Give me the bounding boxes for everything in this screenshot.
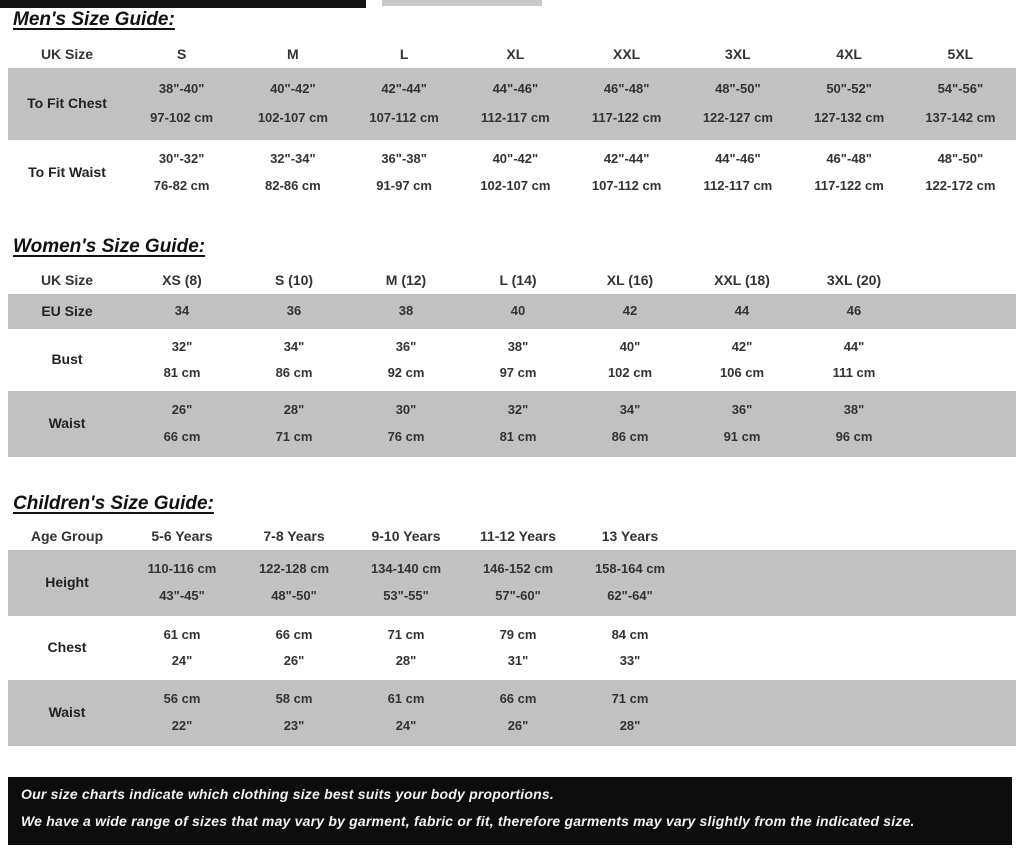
table-cell	[460, 68, 571, 140]
waist-cm: 122-172 cm	[925, 178, 996, 194]
waist-cm: 58 cm	[275, 691, 313, 707]
size-column-header: 3XL (20)	[826, 272, 882, 289]
table-cell	[350, 616, 462, 680]
chest-cm: 66 cm	[275, 626, 313, 642]
size-column-header: XS (8)	[162, 272, 202, 289]
bust-cm: 111 cm	[832, 364, 876, 380]
size-column-header: S	[176, 46, 187, 63]
table-cell	[686, 329, 798, 391]
waist-inches: 36"-38"	[381, 151, 427, 167]
chest-cm: 71 cm	[387, 626, 425, 642]
size-column-header: L	[399, 46, 409, 63]
waist-inches: 34"	[619, 402, 641, 418]
waist-cm: 71 cm	[275, 429, 313, 445]
waist-cm: 112-117 cm	[703, 178, 773, 194]
childrens-section-title: Children's Size Guide:	[13, 493, 214, 514]
disclaimer-line-2: We have a wide range of sizes that may vary by garment, fabric or fit, therefore garments may vary slightly from the indicated size.	[21, 813, 915, 829]
size-column-header: 3XL	[725, 46, 751, 63]
row-label: Height	[45, 574, 89, 591]
bust-inches: 44"	[843, 339, 865, 355]
table-cell	[574, 550, 686, 616]
table-cell	[238, 550, 350, 616]
table-cell	[349, 68, 460, 140]
waist-inches: 40"-42"	[492, 151, 539, 167]
waist-row	[8, 680, 1016, 746]
chest-cm: 97-102 cm	[150, 110, 214, 126]
height-inches: 53"-55"	[383, 588, 429, 604]
table-cell	[682, 140, 793, 206]
eu-size: 42	[622, 303, 638, 319]
size-column-header: XXL (18)	[714, 272, 770, 289]
bust-cm: 102 cm	[607, 364, 653, 380]
eu-size: 40	[510, 303, 526, 319]
table-header-row	[8, 268, 1016, 294]
row-label: To Fit Waist	[28, 164, 106, 181]
waist-inches: 32"-34"	[270, 151, 316, 167]
eu-size: 34	[174, 303, 190, 319]
bust-cm: 92 cm	[387, 364, 425, 380]
chest-inches: 42"-44"	[381, 81, 427, 97]
bust-cm: 106 cm	[719, 364, 765, 380]
chest-inches: 54"-56"	[937, 81, 984, 97]
chest-cm: 137-142 cm	[925, 110, 996, 126]
table-cell	[574, 680, 686, 746]
bust-inches: 38"	[507, 339, 529, 355]
height-row	[8, 550, 1016, 616]
eu-size: 36	[286, 303, 302, 319]
chest-row	[8, 68, 1016, 140]
age-column-header: 5-6 Years	[151, 528, 213, 545]
table-cell	[794, 68, 905, 140]
table-cell	[574, 329, 686, 391]
waist-cm: 66 cm	[163, 429, 201, 445]
eu-size: 44	[734, 303, 750, 319]
waist-inches: 42"-44"	[603, 151, 650, 167]
waist-cm: 81 cm	[499, 429, 537, 445]
bust-inches: 40"	[619, 339, 641, 355]
waist-inches: 32"	[507, 402, 529, 418]
waist-cm: 82-86 cm	[265, 178, 321, 194]
table-cell	[350, 329, 462, 391]
waist-inches: 28"	[619, 718, 641, 734]
size-column-header: 4XL	[836, 46, 862, 63]
table-cell	[126, 391, 238, 457]
size-column-header: XL (16)	[606, 272, 654, 289]
chest-cm: 112-117 cm	[481, 110, 550, 126]
chest-row	[8, 616, 1016, 680]
corner-header: UK Size	[40, 46, 94, 63]
chest-inches: 44"-46"	[492, 81, 539, 97]
row-label: EU Size	[41, 302, 93, 319]
corner-header: Age Group	[30, 528, 104, 545]
chest-inches: 26"	[283, 652, 305, 668]
table-cell	[571, 68, 682, 140]
waist-cm: 91-97 cm	[376, 178, 432, 194]
waist-cm: 66 cm	[499, 691, 537, 707]
waist-row	[8, 140, 1016, 206]
row-label: Waist	[48, 704, 86, 721]
table-cell	[794, 140, 905, 206]
row-label: Bust	[51, 351, 83, 368]
waist-row	[8, 391, 1016, 457]
table-cell	[238, 391, 350, 457]
bust-cm: 81 cm	[163, 364, 201, 380]
table-cell	[574, 616, 686, 680]
waist-inches: 30"-32"	[158, 151, 205, 167]
waist-inches: 36"	[731, 402, 753, 418]
table-cell	[126, 140, 237, 206]
size-column-header: XL	[506, 46, 525, 63]
table-cell	[350, 680, 462, 746]
corner-header: UK Size	[40, 272, 94, 289]
waist-inches: 22"	[171, 718, 193, 734]
waist-inches: 24"	[395, 718, 417, 734]
bust-cm: 86 cm	[275, 364, 313, 380]
table-cell	[905, 68, 1016, 140]
row-label: Waist	[48, 415, 86, 432]
height-cm: 110-116 cm	[147, 561, 217, 577]
table-cell	[349, 140, 460, 206]
table-header-row	[8, 524, 1016, 550]
table-cell	[462, 391, 574, 457]
height-inches: 62"-64"	[607, 588, 653, 604]
table-cell	[686, 391, 798, 457]
waist-inches: 28"	[283, 402, 305, 418]
table-cell	[462, 616, 574, 680]
size-column-header: M	[287, 46, 299, 63]
disclaimer-line-1: Our size charts indicate which clothing size best suits your body proportions.	[21, 786, 554, 802]
waist-cm: 76-82 cm	[153, 178, 210, 194]
waist-cm: 102-107 cm	[480, 178, 551, 194]
waist-cm: 61 cm	[387, 691, 425, 707]
chest-inches: 48"-50"	[715, 81, 761, 97]
chest-inches: 31"	[507, 652, 529, 668]
table-cell	[682, 68, 793, 140]
table-header-row	[8, 42, 1016, 68]
chest-cm: 122-127 cm	[702, 110, 773, 126]
waist-cm: 76 cm	[387, 429, 425, 445]
waist-cm: 107-112 cm	[591, 178, 662, 194]
table-cell	[238, 616, 350, 680]
table-cell	[238, 329, 350, 391]
waist-inches: 38"	[843, 402, 865, 418]
chest-inches: 24"	[171, 652, 193, 668]
chest-cm: 61 cm	[163, 626, 201, 642]
waist-cm: 71 cm	[611, 691, 649, 707]
table-cell	[905, 140, 1016, 206]
size-disclaimer-box	[8, 777, 1012, 845]
cutoff-top-bar-fragment	[382, 0, 542, 6]
chest-inches: 40"-42"	[270, 81, 316, 97]
table-cell	[798, 391, 910, 457]
bust-row	[8, 329, 1016, 391]
chest-cm: 84 cm	[611, 626, 649, 642]
waist-inches: 30"	[395, 402, 417, 418]
table-cell	[237, 140, 348, 206]
height-cm: 134-140 cm	[370, 561, 442, 577]
waist-cm: 56 cm	[163, 691, 201, 707]
chest-inches: 33"	[619, 652, 641, 668]
size-column-header: M (12)	[385, 272, 427, 289]
height-inches: 48"-50"	[271, 588, 317, 604]
waist-cm: 86 cm	[611, 429, 649, 445]
waist-cm: 91 cm	[723, 429, 761, 445]
chest-inches: 50"-52"	[826, 81, 872, 97]
cutoff-top-bar	[0, 0, 366, 8]
table-cell	[460, 140, 571, 206]
table-cell	[462, 329, 574, 391]
chest-cm: 117-122 cm	[591, 110, 662, 126]
chest-inches: 46"-48"	[603, 81, 650, 97]
mens-section-title: Men's Size Guide:	[13, 9, 175, 30]
womens-section-title: Women's Size Guide:	[13, 236, 206, 257]
table-cell	[126, 680, 238, 746]
eu-size: 46	[846, 303, 862, 319]
table-cell	[571, 140, 682, 206]
chest-cm: 79 cm	[499, 626, 537, 642]
height-cm: 158-164 cm	[594, 561, 666, 577]
height-cm: 146-152 cm	[482, 561, 554, 577]
table-cell	[126, 550, 238, 616]
bust-inches: 36"	[395, 339, 417, 355]
height-cm: 122-128 cm	[258, 561, 330, 577]
row-label: To Fit Chest	[27, 95, 107, 112]
table-cell	[798, 329, 910, 391]
waist-cm: 117-122 cm	[814, 178, 884, 194]
size-column-header: S (10)	[274, 272, 314, 289]
bust-cm: 97 cm	[499, 364, 537, 380]
size-column-header: L (14)	[499, 272, 537, 289]
eu-size: 38	[398, 303, 414, 319]
age-column-header: 13 Years	[601, 528, 659, 545]
waist-inches: 48"-50"	[937, 151, 984, 167]
waist-inches: 23"	[283, 718, 305, 734]
bust-inches: 32"	[171, 339, 193, 355]
chest-inches: 38"-40"	[158, 81, 205, 97]
age-column-header: 9-10 Years	[371, 528, 441, 545]
row-label: Chest	[47, 639, 87, 656]
waist-inches: 44"-46"	[715, 151, 761, 167]
table-cell	[350, 550, 462, 616]
table-cell	[350, 391, 462, 457]
height-inches: 57"-60"	[495, 588, 541, 604]
table-cell	[126, 68, 237, 140]
chest-inches: 28"	[395, 652, 417, 668]
waist-inches: 26"	[171, 402, 193, 418]
table-cell	[462, 550, 574, 616]
size-column-header: XXL	[613, 46, 641, 63]
eu-size-row	[8, 294, 1016, 329]
womens-size-table	[8, 268, 1016, 457]
waist-inches: 26"	[507, 718, 529, 734]
chest-cm: 127-132 cm	[814, 110, 885, 126]
waist-inches: 46"-48"	[826, 151, 872, 167]
bust-inches: 42"	[731, 339, 753, 355]
childrens-size-table	[8, 524, 1016, 746]
age-column-header: 11-12 Years	[479, 528, 557, 545]
mens-size-table	[8, 42, 1016, 206]
age-column-header: 7-8 Years	[263, 528, 325, 545]
table-cell	[126, 616, 238, 680]
bust-inches: 34"	[283, 339, 305, 355]
size-column-header: 5XL	[947, 46, 974, 63]
chest-cm: 102-107 cm	[257, 110, 328, 126]
table-cell	[574, 391, 686, 457]
table-cell	[126, 329, 238, 391]
table-cell	[238, 680, 350, 746]
height-inches: 43"-45"	[159, 588, 205, 604]
waist-cm: 96 cm	[835, 429, 873, 445]
table-cell	[237, 68, 348, 140]
chest-cm: 107-112 cm	[369, 110, 439, 126]
table-cell	[462, 680, 574, 746]
